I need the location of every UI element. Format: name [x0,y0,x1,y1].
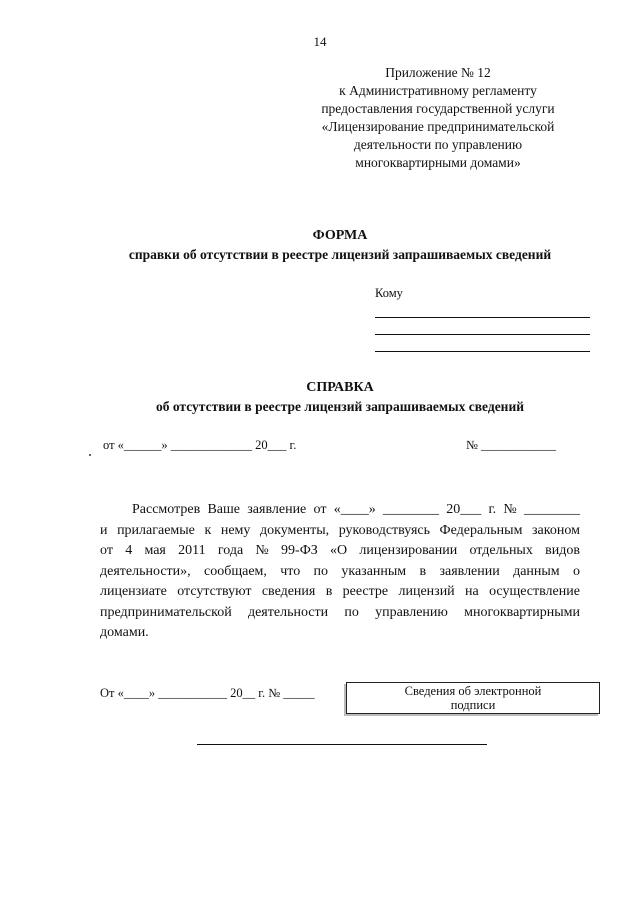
esig-label-line1: Сведения об электронной [404,684,542,698]
signature-line [197,744,487,745]
body-line: и прилагаемые к нему документы, руководствуясь Федеральным законом [100,522,580,538]
appendix-line: предоставления государственной услуги [321,101,555,116]
recipient-label: Кому [375,286,403,300]
certificate-number-line: № ____________ [466,438,557,452]
appendix-line: деятельности по управлению [353,137,523,152]
body-line: Рассмотрев Ваше заявление от «____» ________ 20___ г. № ________ [132,502,580,517]
scan-dot [89,454,91,456]
certificate-title: СПРАВКА [306,380,374,395]
body-line: предпринимательской деятельности по управлению многоквартирными [100,604,580,620]
recipient-line [375,317,590,318]
appendix-line: к Административному регламенту [339,83,537,98]
form-subtitle: справки об отсутствии в реестре лицензий запрашиваемых сведений [128,247,552,262]
recipient-line [375,334,590,335]
certificate-date-line: от «______» _____________ 20___ г. [103,438,297,452]
recipient-line [375,351,590,352]
appendix-line: многоквартирными домами» [355,155,521,170]
certificate-subtitle: об отсутствии в реестре лицензий запрашиваемых сведений [155,399,525,414]
body-paragraph [100,500,580,644]
appendix-line: «Лицензирование предпринимательской [321,119,555,134]
esig-label-line2: подписи [450,698,496,712]
body-line: домами. [100,625,149,640]
body-line: деятельности», сообщаем, что по указанным в заявлении данным о [100,563,580,579]
appendix-header [298,64,578,172]
form-title: ФОРМА [312,228,368,243]
body-line: от 4 мая 2011 года № 99-ФЗ «О лицензировании отдельных видов [100,543,580,558]
body-line: лицензиате отсутствуют сведения в реестре лицензий на осуществление [100,584,580,599]
appendix-line: Приложение № 12 [385,65,491,80]
page-number: 14 [313,34,327,49]
footer-date-number-line: От «____» ___________ 20__ г. № _____ [100,686,315,700]
electronic-signature-box [346,682,600,714]
